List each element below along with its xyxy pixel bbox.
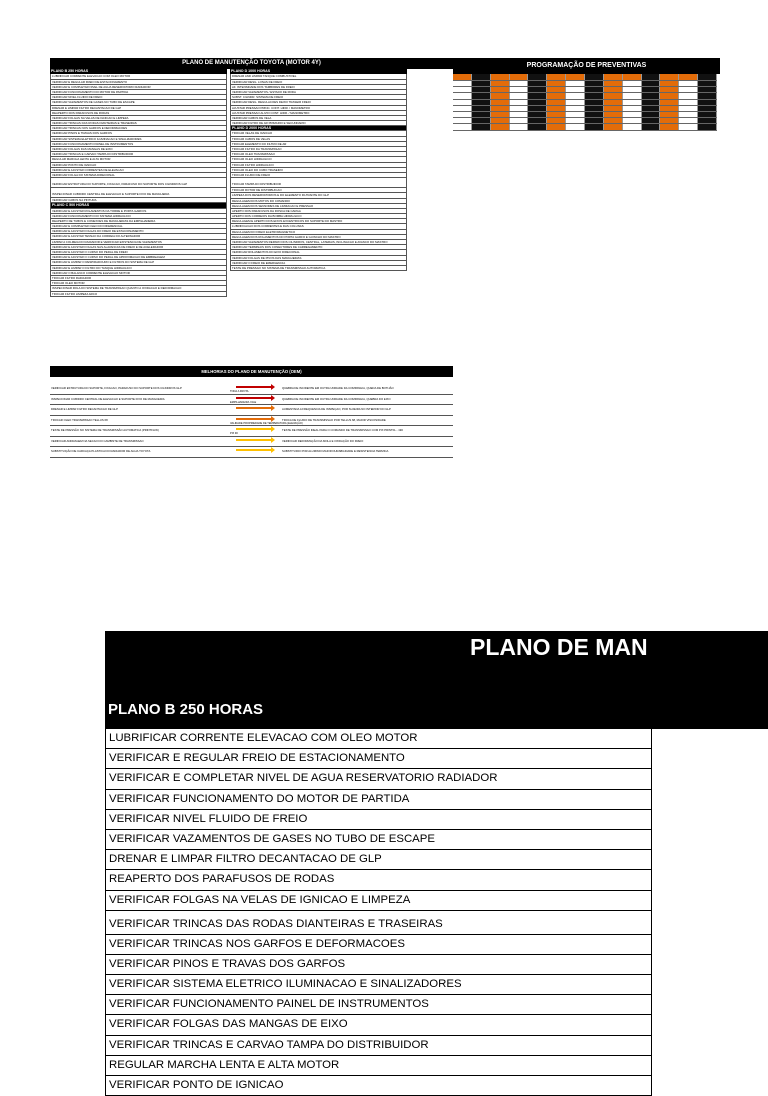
schedule-cell bbox=[547, 87, 566, 92]
task-row: AF. INTENSIDADE DOS TAMBORES DE FREIO bbox=[230, 85, 407, 90]
schedule-cell bbox=[566, 118, 585, 123]
task-row: INSPECIONAR CUBIDRO CENTRAL DE ELEVACAO E SUPORTE FIXO DE MANGUEIRA bbox=[50, 188, 227, 198]
schedule-cell bbox=[585, 87, 604, 92]
zoom-task-row: REAPERTO DOS PARAFUSOS DE RODAS bbox=[106, 870, 652, 890]
arrow-right-icon bbox=[236, 428, 272, 430]
schedule-cell bbox=[491, 118, 510, 123]
schedule-cell bbox=[604, 74, 623, 80]
zoom-task-row: VERIFICAR PONTO DE IGNICAO bbox=[106, 1076, 652, 1096]
preventive-schedule-grid bbox=[453, 74, 717, 131]
schedule-cell bbox=[528, 112, 547, 117]
schedule-cell bbox=[660, 118, 679, 123]
task-row: REGULAGEM E APERTO DOS EIXOS EXCENTRICOS DO SUPORTE DO MASTRO bbox=[230, 219, 407, 224]
task-row: VERIFICAR CABOS DE VELA bbox=[230, 116, 407, 121]
task-row: LIMPAR A COLMEIA DO RADIADOR E VERIFICAR EXISTENCIA DE VAZAMENTOS bbox=[50, 240, 227, 245]
schedule-cell bbox=[679, 81, 698, 86]
schedule-cell bbox=[510, 100, 529, 105]
schedule-cell bbox=[679, 124, 698, 129]
schedule-cell bbox=[698, 118, 717, 123]
schedule-cell bbox=[585, 118, 604, 123]
zoom-plan-header: PLANO B 250 HORAS bbox=[108, 701, 264, 718]
schedule-cell bbox=[604, 118, 623, 123]
melhoria-item: INSPECIONAR CUBIDRO CENTRAL DE ELEVACAO E SUPORTE FIXO DE MANGUEIRA bbox=[51, 396, 165, 401]
task-row: VERIFICAR VAZAMENTOS / ESTADO DE RODA bbox=[230, 90, 407, 95]
schedule-cell bbox=[660, 74, 679, 80]
schedule-cell bbox=[510, 93, 529, 98]
schedule-cell bbox=[660, 124, 679, 129]
melhoria-reason: VERIFICAR DEFORMAÇÃO DA MOLA E OXIDAÇÃO DO FREIO bbox=[282, 438, 364, 443]
schedule-cell bbox=[547, 124, 566, 129]
schedule-cell bbox=[585, 81, 604, 86]
zoom-task-row: VERIFICAR TRINCAS E CARVAO TAMPA DO DISTRIBUIDOR bbox=[106, 1036, 652, 1056]
schedule-cell bbox=[623, 93, 642, 98]
arrow-right-icon bbox=[236, 397, 272, 399]
task-row: REGULAGEM DOS ROLAMENTOS DO PORTA GARFO E GUINCHO DO MASTRO bbox=[230, 235, 407, 240]
task-row: TESTE DE PRESSAO NO SISTEMA DE TRANSMISSAO AUTOMATICA bbox=[230, 266, 407, 271]
schedule-cell bbox=[585, 74, 604, 80]
schedule-cell bbox=[566, 74, 585, 80]
task-row: REAPERTO DOS PARAFUSOS DE RODAS bbox=[50, 111, 227, 116]
schedule-cell bbox=[491, 93, 510, 98]
schedule-cell bbox=[472, 87, 491, 92]
schedule-cell bbox=[585, 112, 604, 117]
schedule-cell bbox=[453, 100, 472, 105]
schedule-cell bbox=[698, 93, 717, 98]
task-row: VERIFICAR FOLGAS DAS MANGAS DE EIXO bbox=[50, 147, 227, 152]
schedule-cell bbox=[660, 87, 679, 92]
schedule-cell bbox=[604, 81, 623, 86]
task-row: TROCAR FILTRO HIDRAULICO bbox=[230, 163, 407, 168]
melhoria-row bbox=[50, 405, 453, 416]
plan-header: PLANO B 250 HORAS bbox=[50, 69, 227, 74]
task-row: VERIFICAR E AJUSTAR TENSAO DA CORREIA DO ALTERNADOR bbox=[50, 234, 227, 239]
task-row: VERIFICAR E AJUSTAR O CURSO DO PEDAL DE FREIO bbox=[50, 250, 227, 255]
task-row: TROCAR VELAS DE IGNICAO bbox=[230, 131, 407, 136]
task-row: VERIFICAR NIVEL FLUIDO DE FREIO bbox=[50, 95, 227, 100]
schedule-cell bbox=[528, 74, 547, 80]
task-row: VERIFICAR DESG. REGULACOES DEIXO TRASEIR FREIO bbox=[230, 100, 407, 105]
schedule-cell bbox=[472, 124, 491, 129]
zoom-header bbox=[105, 631, 768, 729]
task-row: TROCAR FILTRO RADIADOR bbox=[50, 276, 227, 281]
schedule-cell bbox=[528, 124, 547, 129]
schedule-cell bbox=[642, 93, 661, 98]
task-row: TROCAR OLEO HIDRAULICO bbox=[230, 157, 407, 162]
zoom-task-row: VERIFICAR NIVEL FLUIDO DE FREIO bbox=[106, 810, 652, 830]
melhoria-item: VERIFICAR ANDRAGEM NA SECAO DO CAMBISTE DE TRANSMISSAO bbox=[51, 438, 144, 443]
schedule-cell bbox=[623, 106, 642, 111]
schedule-cell bbox=[491, 100, 510, 105]
schedule-cell bbox=[566, 100, 585, 105]
melhoria-row bbox=[50, 437, 453, 448]
schedule-cell bbox=[528, 118, 547, 123]
task-row: VERIFICAR FUNCIONAMENTO PAINEL DE INSTRUMENTOS bbox=[50, 142, 227, 147]
schedule-cell bbox=[623, 112, 642, 117]
task-row: SUBST. CILINDR. SISTEMA DE FREIO bbox=[230, 95, 407, 100]
schedule-cell bbox=[510, 87, 529, 92]
task-row: REAPERTO DE TUBOS E CONEXOES DE MANGUEIRAS DA EMPILHADEIRA bbox=[50, 219, 227, 224]
schedule-cell bbox=[491, 112, 510, 117]
schedule-cell bbox=[528, 81, 547, 86]
melhoria-reason: QUEBRA DE INCIDENTE EM OUTRA UNIDADE DA COMPANHIA, QUEDA DE BOTIJÃO bbox=[282, 386, 394, 390]
schedule-cell bbox=[453, 124, 472, 129]
zoom-task-row: VERIFICAR FOLGAS DAS MANGAS DE EIXO bbox=[106, 1015, 652, 1035]
task-row: INSPECIONAR ROLA DO SISTEMA DE TRANSMISSAO QUANTO A OXIDACAO E DEFORMACAO bbox=[50, 286, 227, 291]
schedule-cell bbox=[472, 118, 491, 123]
column-left bbox=[50, 69, 227, 297]
schedule-row bbox=[453, 124, 717, 130]
task-row: VERIFICAR FUNCIONAMENTO DO SISTEMA HIDRAULICO bbox=[50, 214, 227, 219]
schedule-cell bbox=[566, 93, 585, 98]
schedule-cell bbox=[585, 106, 604, 111]
melhoria-item: TROCAR OLEO TRANSMISSAO TELLUS 68 bbox=[51, 417, 108, 422]
task-row: VERIFICAR E AJUSTAR O CURSO DO PEDAL DE APROXIMACAO DE EMBREAGEM bbox=[50, 255, 227, 260]
zoom-task-row: VERIFICAR TRINCAS DAS RODAS DIANTEIRAS E TRASEIRAS bbox=[106, 911, 652, 935]
schedule-cell bbox=[623, 118, 642, 123]
schedule-cell bbox=[547, 81, 566, 86]
task-row: TROCAR FILTRO LIMPEZA ARCO bbox=[50, 292, 227, 297]
melhorias-title: MELHORIAS DO PLANO DE MANUTENÇÃO (OEM) bbox=[50, 366, 453, 377]
schedule-cell bbox=[510, 106, 529, 111]
task-row: TROCAR OLEO TRANSMISSAO bbox=[230, 152, 407, 157]
task-row: LUBRIFICAR CORRENTE ELEVACAO COM OLEO MOTOR bbox=[50, 74, 227, 79]
task-row: DRENAR AND LIMPAR TANQUE COMBUSTIVEL bbox=[230, 74, 407, 79]
task-row: VERIFICAR TRINCAS E CARVAO TAMPA DO DISTRIBUIDOR bbox=[50, 152, 227, 157]
schedule-cell bbox=[698, 74, 717, 80]
melhoria-row bbox=[50, 395, 453, 406]
arrow-right-icon bbox=[236, 407, 272, 409]
schedule-cell bbox=[679, 106, 698, 111]
melhoria-item: SUBSTITUIÇÃO DE CARCAÇA PLASTICA DO RADIADOR DE AGUA TOYOTA bbox=[51, 449, 151, 453]
zoom-task-row: VERIFICAR SISTEMA ELETRICO ILUMINACAO E SINALIZADORES bbox=[106, 975, 652, 995]
task-row: VERIFICAR FUNCIONAMENTO DO MOTOR DE PARTIDA bbox=[50, 90, 227, 95]
task-row: TROCAR FILTRO DA TRANSMISSAO bbox=[230, 147, 407, 152]
task-row: REGULAGEM DOS SENSORES DE LIMIZACAO E PRESSAO bbox=[230, 204, 407, 209]
schedule-cell bbox=[660, 106, 679, 111]
schedule-cell bbox=[566, 81, 585, 86]
schedule-cell bbox=[642, 118, 661, 123]
schedule-cell bbox=[604, 100, 623, 105]
task-row: VERIFICAR E LIMPAR O RESPIRADOURO E FILTROS DO SISTEMA DE GLP bbox=[50, 260, 227, 265]
schedule-cell bbox=[698, 112, 717, 117]
schedule-cell bbox=[510, 81, 529, 86]
schedule-cell bbox=[679, 74, 698, 80]
schedule-cell bbox=[623, 81, 642, 86]
task-row: VERIFICAR PONTO DE IGNICAO bbox=[50, 163, 227, 168]
schedule-cell bbox=[660, 100, 679, 105]
task-row: LUBRIFICACAO DOS CORRENTES E DAS COLUNAS bbox=[230, 224, 407, 229]
zoom-task-row: REGULAR MARCHA LENTA E ALTA MOTOR bbox=[106, 1056, 652, 1076]
schedule-cell bbox=[698, 81, 717, 86]
schedule-cell bbox=[491, 106, 510, 111]
schedule-cell bbox=[604, 112, 623, 117]
task-row: REGULAGEM DOS MOTOS DO COMANDO bbox=[230, 199, 407, 204]
task-row: TROCAR OLEO DO CUBO TRASEIRO bbox=[230, 168, 407, 173]
task-row: TROCAR OLEO MOTOR bbox=[50, 281, 227, 286]
task-row: VERIFICAR DESG. LONAS DE FREIO bbox=[230, 80, 407, 85]
schedule-cell bbox=[472, 93, 491, 98]
melhoria-row bbox=[50, 447, 453, 458]
task-row: VERIFICAR E AJUSTAR ROLAMENTOS DA TORRE E PORTA GARFOS bbox=[50, 209, 227, 214]
task-row: VERIFICAR E COMPLETAR NIVEL DE AGUA RESERVATORIO RADIADOR bbox=[50, 85, 227, 90]
schedule-cell bbox=[453, 74, 472, 80]
schedule-cell bbox=[491, 81, 510, 86]
schedule-cell bbox=[604, 124, 623, 129]
schedule-cell bbox=[491, 74, 510, 80]
schedule-cell bbox=[510, 74, 529, 80]
zoom-task-row: VERIFICAR FUNCIONAMENTO DO MOTOR DE PARTIDA bbox=[106, 790, 652, 810]
task-row: AJUSTAR PRESSAO PRINC. CONT. HIDR. / MANOMETRO bbox=[230, 106, 407, 111]
melhorias-list bbox=[50, 384, 453, 458]
schedule-cell bbox=[698, 124, 717, 129]
schedule-header-row bbox=[453, 74, 717, 81]
task-row: TROCAR ELEMENTO DO FILTRO DE AR bbox=[230, 142, 407, 147]
task-row: VERIFICAR FILTRO DE AR PRIMARIO E SECUNDARIO bbox=[230, 121, 407, 126]
melhoria-reason: TROCA DE FLUIDO DE TRANSMISSAO POR TELLUS 68, MAIOR VISCOSIDADE bbox=[282, 417, 386, 422]
task-row: VERIFICAR TRINCAS DAS RODAS DIANTEIRAS E TRASEIRAS bbox=[50, 121, 227, 126]
schedule-cell bbox=[623, 100, 642, 105]
schedule-cell bbox=[453, 93, 472, 98]
task-row: VERIFICAR TRINCAS NOS GARFOS E DEFORMACOES bbox=[50, 126, 227, 131]
schedule-cell bbox=[472, 74, 491, 80]
schedule-cell bbox=[679, 87, 698, 92]
task-row: VERIFICAR VAZAMENTOS REPARO DOS CILINDROS, CENTRAL, LATERAIS, INCLINACAO E AVANCO DO MASTRO bbox=[230, 240, 407, 245]
melhoria-reason: QUEBRA DE INCIDENTE EM OUTRA UNIDADE DA COMPANHIA, QUEBRA DO EIXO bbox=[282, 396, 391, 401]
schedule-cell bbox=[472, 112, 491, 117]
task-row: APERTO DOS PARAFUSOS DA ROSCA DE CARGA bbox=[230, 209, 407, 214]
task-row: VERIFICAR FOLGA DO SISTEMA DIRECIONAL bbox=[50, 173, 227, 178]
schedule-cell bbox=[547, 112, 566, 117]
schedule-cell bbox=[642, 74, 661, 80]
schedule-cell bbox=[510, 124, 529, 129]
melhoria-item: DRENAR E LIMPAR FILTRO DECANTACAO DE GLP bbox=[51, 407, 118, 411]
schedule-cell bbox=[528, 100, 547, 105]
schedule-cell bbox=[642, 106, 661, 111]
schedule-cell bbox=[642, 124, 661, 129]
schedule-cell bbox=[472, 100, 491, 105]
zoom-task-row: VERIFICAR VAZAMENTOS DE GASES NO TUBO DE ESCAPE bbox=[106, 830, 652, 850]
zoom-task-list bbox=[105, 729, 652, 1096]
schedule-cell bbox=[528, 93, 547, 98]
schedule-cell bbox=[547, 93, 566, 98]
program-title: PROGRAMAÇÃO DE PREVENTIVAS bbox=[453, 58, 720, 74]
task-row: VERIFICAR FOLGAS DE PIVOS DAS MANGUEIRAS bbox=[230, 256, 407, 261]
schedule-cell bbox=[679, 118, 698, 123]
plan-header: PLANO C 500 HORAS bbox=[50, 203, 227, 208]
schedule-cell bbox=[660, 93, 679, 98]
schedule-cell bbox=[547, 118, 566, 123]
melhoria-scope: PIX 90 bbox=[230, 432, 238, 435]
schedule-cell bbox=[510, 112, 529, 117]
melhoria-item: TESTE DE PRESSÃO NO SISTEMA DE TRANSMISSÃO AUTOMATICA (PRINTFLIW) bbox=[51, 428, 159, 432]
zoom-task-row: VERIFICAR FUNCIONAMENTO PAINEL DE INSTRUMENTOS bbox=[106, 995, 652, 1015]
task-row: VERIFICAR E REGULAR FREIO DE ESTACIONAMENTO bbox=[50, 80, 227, 85]
schedule-cell bbox=[528, 106, 547, 111]
schedule-cell bbox=[528, 87, 547, 92]
melhoria-reason: TESTE DE PRESSÃO IDEAL PARA O COMANDO DE TRANSMISSAO COM PIX PRINTFL - 190 bbox=[282, 428, 403, 432]
melhoria-row bbox=[50, 416, 453, 427]
task-row: VERIFICAR CABOS NA PINTURA bbox=[50, 198, 227, 203]
melhoria-row bbox=[50, 426, 453, 437]
schedule-cell bbox=[491, 124, 510, 129]
plan-header: PLANO D 1000 HORAS bbox=[230, 69, 407, 74]
zoom-title: PLANO DE MAN bbox=[470, 634, 648, 660]
schedule-cell bbox=[698, 106, 717, 111]
task-row: VERIFICAR FOLGAS NA VELAS DE IGNICAO E LIMPEZA bbox=[50, 116, 227, 121]
schedule-cell bbox=[453, 106, 472, 111]
schedule-cell bbox=[547, 100, 566, 105]
melhoria-scope: VALIDADE PROPRIEDADE DE TEMPERATURA (ELEVAÇÃO) bbox=[230, 421, 303, 425]
schedule-cell bbox=[604, 106, 623, 111]
schedule-cell bbox=[642, 81, 661, 86]
schedule-cell bbox=[547, 74, 566, 80]
zoom-task-row: LUBRIFICAR CORRENTE ELEVACAO COM OLEO MOTOR bbox=[106, 729, 652, 749]
schedule-cell bbox=[660, 81, 679, 86]
schedule-cell bbox=[453, 81, 472, 86]
zoom-task-row: VERIFICAR E COMPLETAR NIVEL DE AGUA RESERVATORIO RADIADOR bbox=[106, 769, 652, 789]
melhoria-row bbox=[50, 384, 453, 395]
schedule-cell bbox=[453, 87, 472, 92]
schedule-cell bbox=[642, 87, 661, 92]
arrow-right-icon bbox=[236, 386, 272, 388]
zoom-task-row: VERIFICAR PINOS E TRAVAS DOS GARFOS bbox=[106, 955, 652, 975]
melhoria-reason: SUBSTITUIDO POR ALUMINIO MAIOR DURABILIDADE E RESISTENCIA TERMICA bbox=[282, 449, 389, 453]
schedule-cell bbox=[566, 87, 585, 92]
task-row: TROCAR TAMPA DO DISTRIBUIDOR bbox=[230, 178, 407, 188]
schedule-cell bbox=[698, 100, 717, 105]
sheet-title: PLANO DE MANUTENÇÃO TOYOTA (MOTOR 4Y) bbox=[50, 58, 453, 69]
schedule-cell bbox=[547, 106, 566, 111]
schedule-cell bbox=[642, 100, 661, 105]
schedule-cell bbox=[585, 93, 604, 98]
task-row: DRENAR E LIMPAR FILTRO DECANTACAO DE GLP bbox=[50, 106, 227, 111]
task-row: VERIFICAR TERMINAIS DOS CONECTORES DE CARREGAMENTO bbox=[230, 245, 407, 250]
task-row: VERIFICAR O BALANCO CORRENTE ELEVACAO MOTOR bbox=[50, 271, 227, 276]
arrow-right-icon bbox=[236, 418, 272, 420]
task-row: VERIFICAR E AJUSTAR FOLGAS NAS ALAVANCAS DE FREIO E DE ACELERADOR bbox=[50, 245, 227, 250]
schedule-cell bbox=[623, 87, 642, 92]
task-row: TROCAR ROTOR DE DISTRIBUICAO bbox=[230, 188, 407, 193]
schedule-cell bbox=[623, 124, 642, 129]
schedule-cell bbox=[604, 93, 623, 98]
melhoria-scope: EMPILHADEIRA YALE bbox=[230, 400, 257, 404]
task-row: AJUSTAR PRESSAO ALIVIO CONT. HIDR. / MANOMETRO bbox=[230, 111, 407, 116]
task-row: REGULAR MARCHA LENTA E ALTA MOTOR bbox=[50, 157, 227, 162]
task-row: VERIFICAR SISTEMA ELETRICO ILUMINACAO E SINALIZADORES bbox=[50, 137, 227, 142]
schedule-cell bbox=[510, 118, 529, 123]
schedule-cell bbox=[472, 106, 491, 111]
task-row: VERIFICAR E COMPLETAR OLEO DO DIFERENCIAL bbox=[50, 224, 227, 229]
schedule-cell bbox=[604, 87, 623, 92]
schedule-cell bbox=[566, 112, 585, 117]
zoom-task-row: VERIFICAR FOLGAS NA VELAS DE IGNICAO E LIMPEZA bbox=[106, 891, 652, 911]
schedule-cell bbox=[642, 112, 661, 117]
arrow-right-icon bbox=[236, 439, 272, 441]
task-row: VERIFICAR E AJUSTAR FOLGAS DO FREIO DE ESTACIONAMENTO bbox=[50, 229, 227, 234]
zoom-task-row: VERIFICAR TRINCAS NOS GARFOS E DEFORMACOES bbox=[106, 935, 652, 955]
melhoria-reason: AUMENTADA A FREQUENCIA DE INSPEÇAO, POR SUJEIRA NO INTERIOR DO GLP bbox=[282, 407, 391, 411]
schedule-cell bbox=[679, 112, 698, 117]
schedule-cell bbox=[698, 87, 717, 92]
schedule-cell bbox=[453, 112, 472, 117]
zoom-task-row: DRENAR E LIMPAR FILTRO DECANTACAO DE GLP bbox=[106, 850, 652, 870]
schedule-cell bbox=[623, 74, 642, 80]
schedule-cell bbox=[566, 124, 585, 129]
schedule-cell bbox=[585, 100, 604, 105]
task-row: VERIFICAR E AJUSTAR CORRENTES DE ELEVACAO bbox=[50, 168, 227, 173]
schedule-cell bbox=[566, 106, 585, 111]
zoom-task-row: VERIFICAR E REGULAR FREIO DE ESTACIONAMENTO bbox=[106, 749, 652, 769]
schedule-cell bbox=[472, 81, 491, 86]
task-row: VERIFICAR ROLAMENTOS DO EIXO DIRECIONAL bbox=[230, 250, 407, 255]
schedule-cell bbox=[491, 87, 510, 92]
task-row: VERIFICAR ESTRUTURA DO SUPORTE, FIXACAO, PARAFUSO DO SUPORTE DOS CILINDROS GLP bbox=[50, 178, 227, 188]
melhoria-scope: TODA A FROTA bbox=[230, 390, 249, 393]
task-row: VERIFICAR O FREIO DE EMERGENCIA bbox=[230, 261, 407, 266]
schedule-cell bbox=[679, 100, 698, 105]
schedule-cell bbox=[585, 124, 604, 129]
schedule-cell bbox=[660, 112, 679, 117]
task-row: REGULAGEM DO FREIO ELETROMAGNETICO bbox=[230, 230, 407, 235]
plan-header: PLANO D 2000 HORAS bbox=[230, 126, 407, 131]
arrow-right-icon bbox=[236, 449, 272, 451]
task-row: APERTO DOS CORREIOS DA BOMBA HIDRAULICO bbox=[230, 214, 407, 219]
task-row: TROCAR FLUIDO DE FREIO bbox=[230, 173, 407, 178]
schedule-cell bbox=[679, 93, 698, 98]
column-right bbox=[230, 69, 407, 271]
task-row: TROCAR CABOS DE VELAS bbox=[230, 137, 407, 142]
task-row: VERIFICAR PINOS E TRAVAS DOS GARFOS bbox=[50, 131, 227, 136]
melhoria-item: VERIFICAR ESTRUTURA DO SUPORTE, FIXACAO, PARAFUSO DO SUPORTE DOS CILINDROS GLP bbox=[51, 386, 182, 390]
task-row: LIMPEZA DOS RESERVATORIOS E DO ELEMENTO FILTRANTE DO GLP bbox=[230, 193, 407, 198]
task-row: VERIFICAR E LIMPAR O FILTRO DO TANQUE HIDRAULICO bbox=[50, 266, 227, 271]
schedule-cell bbox=[453, 118, 472, 123]
zoom-right-blank bbox=[652, 729, 768, 1024]
task-row: VERIFICAR VAZAMENTOS DE GASES NO TUBO DE ESCAPE bbox=[50, 100, 227, 105]
